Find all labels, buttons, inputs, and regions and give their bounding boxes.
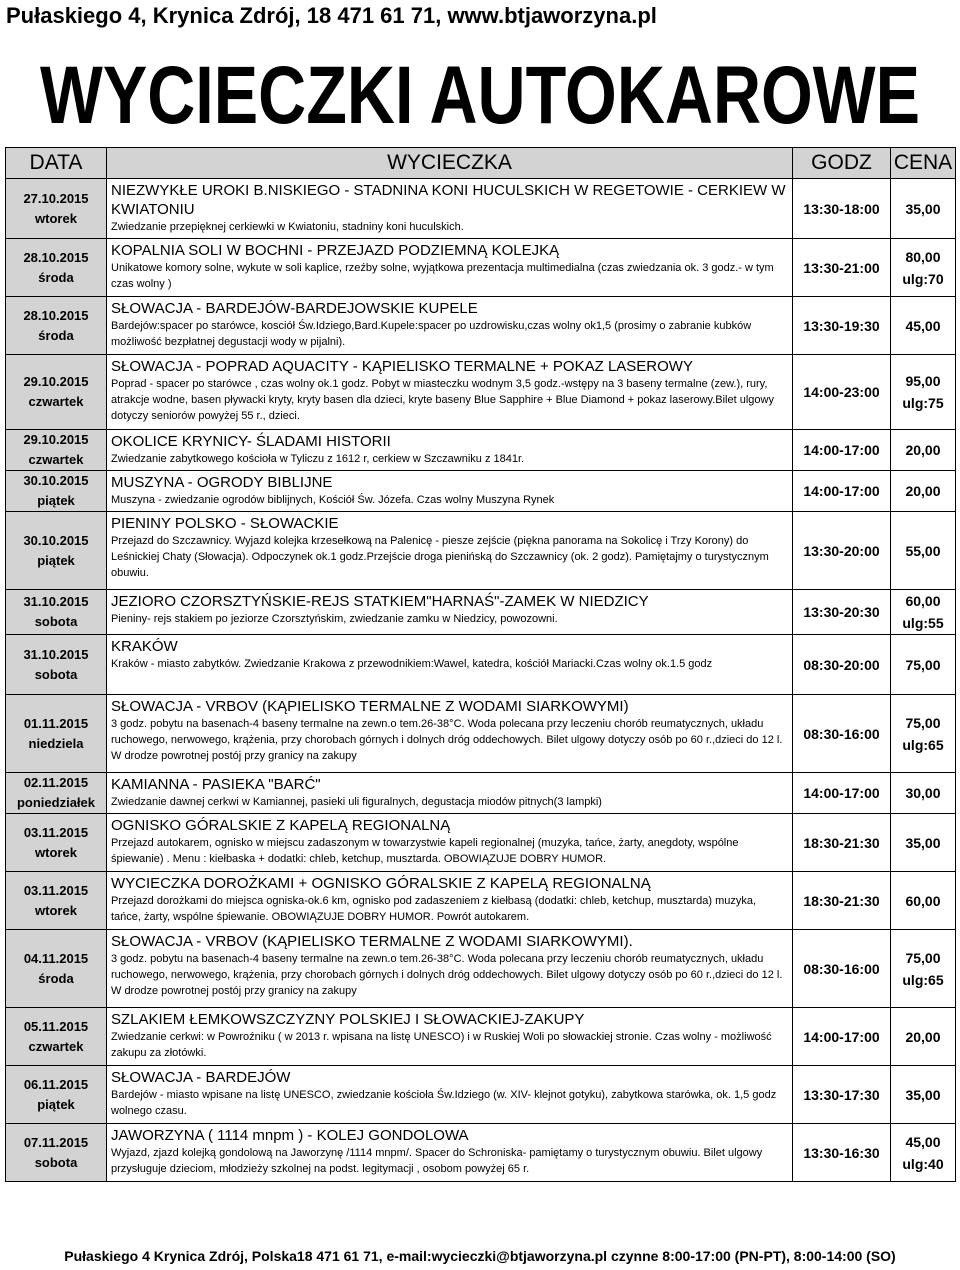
trip-time: 18:30-21:30: [793, 814, 891, 872]
trip-price-reduced: ulg:65: [902, 971, 944, 988]
trip-weekday: piątek: [37, 552, 75, 568]
trip-title: SŁOWACJA - VRBOV (KĄPIELISKO TERMALNE Z WODAMI SIARKOWYMI): [111, 698, 629, 715]
trip-time: 13:30-20:00: [793, 512, 891, 590]
trip-price: 60,00: [905, 892, 941, 909]
price-cell: [891, 512, 956, 590]
table-row: [6, 512, 956, 590]
trip-date: 02.11.2015: [23, 775, 89, 790]
trip-date: 03.11.2015: [23, 882, 89, 898]
date-cell: [6, 512, 107, 590]
column-header-trip: [107, 148, 793, 179]
price-cell: [891, 635, 956, 695]
trip-price: 20,00: [905, 442, 941, 458]
trip-description: Przejazd autokarem, ognisko w miejscu zadaszonym w towarzystwie kapeli regionalnej (muzyka, tańce, żarty, anegdoty, wspólne śpiewanie) . Menu : kiełbaska + dodatki: chleb, ketchup, musztarda. OBOWIĄZUJE DOBRY HUMOR.: [111, 837, 739, 865]
trip-cell: [107, 635, 793, 695]
trip-cell: [107, 239, 793, 297]
trip-title: JEZIORO CZORSZTYŃSKIE-REJS STATKIEM"HARNAŚ"-ZAMEK W NIEDZICY: [111, 593, 649, 610]
trip-title: SŁOWACJA - BARDEJÓW: [111, 1069, 291, 1086]
column-header-trip-label: WYCIECZKA: [387, 151, 512, 174]
trip-weekday: poniedziałek: [16, 795, 96, 810]
trip-title: NIEZWYKŁE UROKI B.NISKIEGO - STADNINA KONI HUCULSKICH W REGETOWIE - CERKIEW W KWIATONIU: [111, 182, 786, 218]
trip-title: WYCIECZKA DOROŻKAMI + OGNISKO GÓRALSKIE Z KAPELĄ REGIONALNĄ: [111, 875, 651, 892]
trip-date: 30.10.2015: [23, 473, 89, 488]
trip-price: 80,00: [905, 248, 941, 265]
trip-price-reduced: ulg:75: [902, 395, 944, 411]
trip-price: 35,00: [905, 1086, 941, 1103]
table-row: [6, 1008, 956, 1066]
trip-date: 29.10.2015: [23, 432, 89, 447]
trip-time: 08:30-16:00: [793, 930, 891, 1008]
page-title-text: WYCIECZKI AUTOKAROWE: [40, 50, 920, 138]
trip-date: 30.10.2015: [23, 532, 89, 548]
trip-time: 14:00-17:00: [793, 471, 891, 512]
trip-weekday: niedziela: [28, 735, 84, 751]
trip-price: 75,00: [905, 949, 941, 966]
trip-time: 14:00-23:00: [793, 355, 891, 430]
trip-time: 13:30-21:00: [793, 239, 891, 297]
price-cell: [891, 930, 956, 1008]
trip-title: KRAKÓW: [111, 638, 178, 655]
trip-cell: [107, 773, 793, 814]
trip-weekday: czwartek: [28, 452, 84, 467]
trip-title: SŁOWACJA - POPRAD AQUACITY - KĄPIELISKO TERMALNE + POKAZ LASEROWY: [111, 358, 693, 375]
trip-weekday: czwartek: [28, 394, 84, 409]
page-title: [0, 28, 960, 138]
trip-cell: [107, 297, 793, 355]
table-row: [6, 814, 956, 872]
trip-cell: [107, 930, 793, 1008]
trip-description: Unikatowe komory solne, wykute w soli kaplice, rzeźby solne, wyjątkowa prezentacja multimedialna (czas zwiedzania ok. 3 godz.- w tym czas wolny ): [111, 262, 774, 290]
footer-contact: Pułaskiego 4 Krynica Zdrój, Polska18 471 61 71, e-mail:wycieczki@btjaworzyna.pl czynne 8:00-17:00 (PN-PT), 8:00-14:00 (SO): [64, 1248, 896, 1264]
trip-title: KAMIANNA - PASIEKA "BARĆ": [111, 776, 321, 793]
trip-price: 35,00: [905, 200, 941, 217]
table-row: [6, 1066, 956, 1124]
price-cell: [891, 773, 956, 814]
trip-cell: [107, 695, 793, 773]
table-row: [6, 773, 956, 814]
table-row: [6, 695, 956, 773]
column-header-price: CENA: [891, 148, 956, 179]
date-cell: [6, 1008, 107, 1066]
trip-date: 06.11.2015: [23, 1076, 89, 1092]
trip-weekday: sobota: [34, 614, 78, 629]
trip-cell: [107, 872, 793, 930]
price-cell: [891, 1066, 956, 1124]
date-cell: [6, 239, 107, 297]
trip-cell: [107, 590, 793, 635]
date-cell: [6, 590, 107, 635]
price-cell: [891, 695, 956, 773]
trip-time: 13:30-19:30: [793, 297, 891, 355]
price-cell: [891, 179, 956, 239]
table-row: [6, 872, 956, 930]
trip-weekday: sobota: [34, 666, 78, 682]
column-header-time: GODZ: [793, 148, 891, 179]
trip-price: 95,00: [905, 373, 941, 389]
trip-description: Przejazd dorożkami do miejsca ogniska-ok.6 km, ognisko pod zadaszeniem z kiełbasą (dodatki: chleb, ketchup, musztarda) muzyka, tańce, żarty, wspólne śpiewanie. OBOWIĄZUJE DOBRY HUMOR. Powrót autokarem.: [111, 895, 757, 923]
trip-time: 08:30-16:00: [793, 695, 891, 773]
trip-cell: [107, 1124, 793, 1182]
trip-cell: [107, 512, 793, 590]
trip-price: 60,00: [905, 593, 941, 609]
date-cell: [6, 635, 107, 695]
trip-description: Wyjazd, zjazd kolejką gondolową na Jaworzynę /1114 mnpm/. Spacer do Schroniska- pamiętamy o turystycznym obuwiu. Bilet ulgowy przysługuje dzieciom, młodzieży szkolnej na podst. legitymacji , osobom powyżej 65 r.: [111, 1147, 763, 1175]
date-cell: [6, 872, 107, 930]
trip-cell: [107, 1008, 793, 1066]
price-cell: [891, 1124, 956, 1182]
table-row: [6, 1124, 956, 1182]
trip-time: 13:30-16:30: [793, 1124, 891, 1182]
trip-cell: [107, 1066, 793, 1124]
trip-title: SŁOWACJA - BARDEJÓW-BARDEJOWSKIE KUPELE: [111, 300, 478, 317]
trip-time: 13:30-17:30: [793, 1066, 891, 1124]
trip-price: 20,00: [905, 1028, 941, 1045]
trip-price-reduced: ulg:55: [902, 615, 944, 631]
trip-description: Kraków - miasto zabytków. Zwiedzanie Krakowa z przewodnikiem:Wawel, katedra, kościół Mariacki.Czas wolny ok.1.5 godz: [111, 658, 713, 670]
trip-title: MUSZYNA - OGRODY BIBLIJNE: [111, 474, 333, 491]
trip-weekday: czwartek: [28, 1038, 84, 1054]
trip-title: JAWORZYNA ( 1114 mnpm ) - KOLEJ GONDOLOWA: [111, 1127, 469, 1144]
table-row: [6, 590, 956, 635]
price-cell: [891, 297, 956, 355]
trip-date: 07.11.2015: [23, 1134, 89, 1150]
trip-description: Przejazd do Szczawnicy. Wyjazd kolejka krzesełkową na Palenicę - piesze zejście (piękna panorama na Sokolicę i Trzy Korony) do Leśnickiej Chaty (Słowacja). Odpoczynek ok.1 godz.Przejście droga pienińską do Szczawnicy (ok. 2 godz). Pamiętajmy o turystycznym obuwiu.: [111, 535, 769, 579]
date-cell: [6, 814, 107, 872]
trip-price: 45,00: [905, 317, 941, 334]
trip-weekday: wtorek: [35, 210, 77, 226]
trip-date: 29.10.2015: [23, 374, 89, 389]
trip-description: Bardejów - miasto wpisane na listę UNESCO, zwiedzanie kościoła Św.Idziego (w. XIV- klejnot gotyku), zabytkowa starówka, ok. 1,5 godz wolnego czasu.: [111, 1089, 777, 1117]
price-cell: [891, 872, 956, 930]
table-row: [6, 930, 956, 1008]
trip-price: 55,00: [905, 542, 941, 559]
trip-price-reduced: ulg:70: [902, 270, 944, 287]
trip-price: 75,00: [905, 714, 941, 731]
trips-table: [5, 147, 956, 1182]
trip-time: 14:00-17:00: [793, 1008, 891, 1066]
date-cell: [6, 1066, 107, 1124]
trip-weekday: piątek: [37, 493, 75, 508]
trip-description: Pieniny- rejs stakiem po jeziorze Czorsztyńskim, zwiedzanie zamku w Niedzicy, powozowni.: [111, 613, 558, 625]
table-row: [6, 471, 956, 512]
column-header-date: DATA: [6, 148, 107, 179]
trip-description: Zwiedzanie przepięknej cerkiewki w Kwiatoniu, stadniny koni huculskich.: [111, 221, 464, 233]
trip-description: Zwiedzanie dawnej cerkwi w Kamiannej, pasieki uli figuralnych, degustacja miodów pitnych(3 lampki): [111, 796, 602, 808]
trip-time: 13:30-18:00: [793, 179, 891, 239]
trip-price: 45,00: [905, 1133, 941, 1150]
price-cell: [891, 471, 956, 512]
table-row: [6, 297, 956, 355]
trip-date: 05.11.2015: [23, 1018, 89, 1034]
trip-title: SZLAKIEM ŁEMKOWSZCZYZNY POLSKIEJ I SŁOWACKIEJ-ZAKUPY: [111, 1011, 585, 1028]
date-cell: [6, 930, 107, 1008]
price-cell: [891, 355, 956, 430]
trip-date: 31.10.2015: [23, 646, 89, 662]
price-cell: [891, 1008, 956, 1066]
trip-description: Bardejów:spacer po starówce, kosciół Św.Idziego,Bard.Kupele:spacer po uzdrowisku,czas wolny ok1,5 (prosimy o zabranie kubków możliwość bezpłatnej degustacji wody w pijalni).: [111, 320, 752, 348]
trip-time: 13:30-20:30: [793, 590, 891, 635]
trip-title: SŁOWACJA - VRBOV (KĄPIELISKO TERMALNE Z WODAMI SIARKOWYMI).: [111, 933, 633, 950]
table-row: [6, 239, 956, 297]
trip-description: Zwiedzanie zabytkowego kościoła w Tyliczu z 1612 r, cerkiew w Szczawniku z 1841r.: [111, 453, 525, 465]
trip-weekday: środa: [38, 269, 74, 285]
trip-date: 28.10.2015: [23, 307, 89, 323]
trip-cell: [107, 471, 793, 512]
trip-date: 27.10.2015: [23, 190, 89, 206]
trip-time: 18:30-21:30: [793, 872, 891, 930]
trip-cell: [107, 355, 793, 430]
trip-time: 14:00-17:00: [793, 430, 891, 471]
date-cell: [6, 773, 107, 814]
trip-price-reduced: ulg:40: [902, 1155, 944, 1172]
trip-description: 3 godz. pobytu na basenach-4 baseny termalne na zewn.o tem.26-38°C. Woda polecana przy leczeniu chorób reumatycznych, układu ruchowego, nerwowego, krążenia, przy chorobach górnych i dolnych dróg oddechowych. Bilet ulgowy dotyczy osób po 60 r.,dzieci do 12 l. W drodze powrotnej postój przy granicy na zakupy: [111, 953, 783, 997]
trip-date: 04.11.2015: [23, 950, 89, 966]
date-cell: [6, 471, 107, 512]
trip-description: Muszyna - zwiedzanie ogrodów biblijnych, Kościół Św. Józefa. Czas wolny Muszyna Rynek: [111, 494, 555, 506]
trip-time: 14:00-17:00: [793, 773, 891, 814]
trip-cell: [107, 179, 793, 239]
date-cell: [6, 430, 107, 471]
trip-weekday: wtorek: [35, 902, 77, 918]
trip-description: Poprad - spacer po starówce , czas wolny ok.1 godz. Pobyt w miasteczku wodnym 3,5 godz.-wstępy na 3 baseny termalne (zew.), rury, atrakcje wodne, basen pływacki kryty, kryty basen dla dzieci, kryte baseny Blue Sapphire + Blue Diamond + pokaz laserowy.Bilet ulgowy dotyczy seniorów powyżej 55 r., dzieci.: [111, 378, 774, 422]
date-cell: [6, 355, 107, 430]
trip-weekday: środa: [38, 327, 74, 343]
trip-price: 75,00: [905, 656, 941, 673]
date-cell: [6, 297, 107, 355]
trip-title: PIENINY POLSKO - SŁOWACKIE: [111, 515, 339, 532]
trip-price: 35,00: [905, 834, 941, 851]
trip-date: 31.10.2015: [23, 594, 89, 609]
trip-title: OKOLICE KRYNICY- ŚLADAMI HISTORII: [111, 433, 391, 450]
trip-description: 3 godz. pobytu na basenach-4 baseny termalne na zewn.o tem.26-38°C. Woda polecana przy leczeniu chorób reumatycznych, układu ruchowego, nerwowego, krążenia, przy chorobach górnych i dolnych dróg oddechowych. Bilet ulgowy dotyczy osób po 60 r.,dzieci do 12 l. W drodze powrotnej postój przy granicy na zakupy: [111, 718, 783, 762]
table-row: [6, 430, 956, 471]
date-cell: [6, 179, 107, 239]
price-cell: [891, 590, 956, 635]
trip-weekday: środa: [38, 970, 74, 986]
trip-cell: [107, 430, 793, 471]
trip-time: 08:30-20:00: [793, 635, 891, 695]
trip-price: 20,00: [905, 483, 941, 499]
trip-price: 30,00: [905, 785, 941, 801]
table-row: [6, 179, 956, 239]
price-cell: [891, 239, 956, 297]
trip-price-reduced: ulg:65: [902, 736, 944, 753]
trip-title: KOPALNIA SOLI W BOCHNI - PRZEJAZD PODZIEMNĄ KOLEJKĄ: [111, 242, 560, 259]
trip-weekday: wtorek: [35, 844, 77, 860]
price-cell: [891, 814, 956, 872]
trip-date: 01.11.2015: [23, 715, 89, 731]
table-row: [6, 635, 956, 695]
trip-weekday: sobota: [34, 1154, 78, 1170]
trip-description: Zwiedzanie cerkwi: w Powroźniku ( w 2013 r. wpisana na listę UNESCO) i w Ruskiej Woli po słowackiej stronie. Czas wolny - możliwość zakupu za złotówki.: [111, 1031, 772, 1059]
trip-weekday: piątek: [37, 1096, 75, 1112]
table-row: [6, 355, 956, 430]
contact-header: Pułaskiego 4, Krynica Zdrój, 18 471 61 71, www.btjaworzyna.pl: [6, 3, 657, 28]
table-header-row: [6, 148, 956, 179]
price-cell: [891, 430, 956, 471]
date-cell: [6, 695, 107, 773]
trip-cell: [107, 814, 793, 872]
trip-date: 28.10.2015: [23, 249, 89, 265]
date-cell: [6, 1124, 107, 1182]
trip-title: OGNISKO GÓRALSKIE Z KAPELĄ REGIONALNĄ: [111, 817, 451, 834]
trip-date: 03.11.2015: [23, 824, 89, 840]
